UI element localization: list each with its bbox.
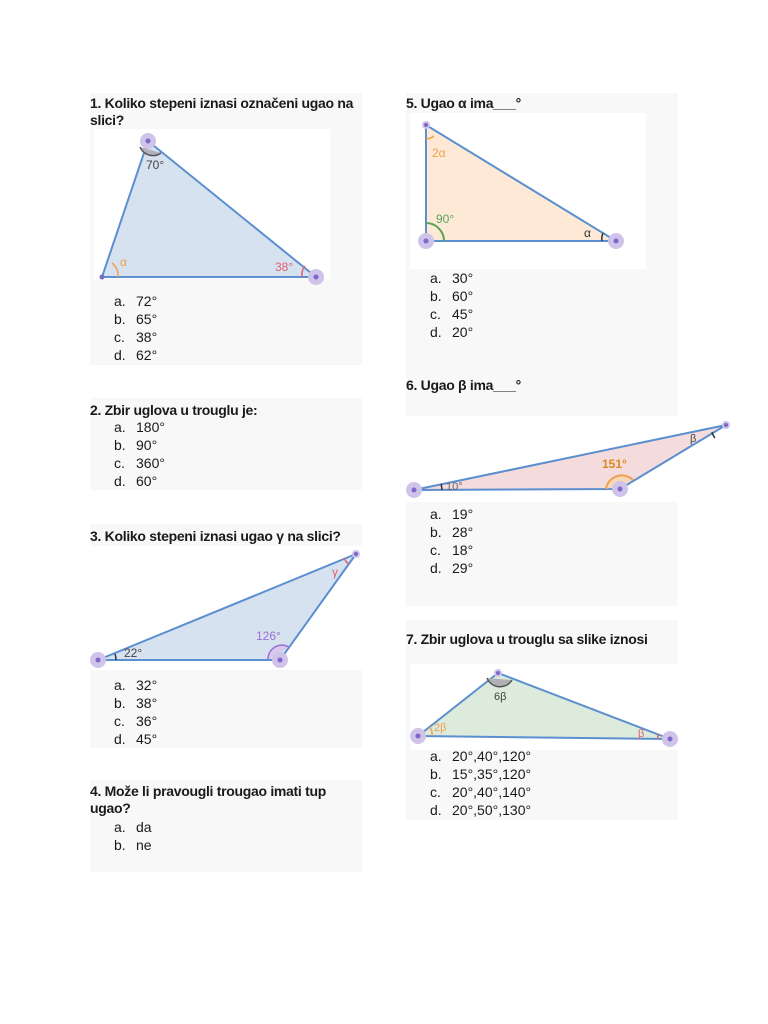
option-text: 15°,35°,120° xyxy=(452,766,532,782)
option-text: 20°,40°,120° xyxy=(452,748,532,764)
option-b[interactable] xyxy=(114,694,157,712)
option-a[interactable] xyxy=(430,747,531,765)
q6-label-right: β xyxy=(690,433,697,445)
option-text: 20°,40°,140° xyxy=(452,784,532,800)
question-3-figure xyxy=(90,546,362,676)
question-7 xyxy=(406,620,678,820)
q7-label-top: 6β xyxy=(494,691,507,703)
option-c[interactable] xyxy=(430,541,473,559)
question-7-figure xyxy=(410,664,682,750)
option-text: 38° xyxy=(136,695,158,711)
question-4-title: 4. Može li pravougli trougao imati tup ugao? xyxy=(90,783,326,816)
option-text: 90° xyxy=(136,437,158,453)
question-2-title: 2. Zbir uglova u trouglu je: xyxy=(90,402,258,418)
option-letter: a. xyxy=(430,506,442,522)
question-5-options xyxy=(430,269,473,341)
option-text: 60° xyxy=(452,288,474,304)
option-letter: d. xyxy=(114,473,126,489)
q1-label-right: 38° xyxy=(275,260,294,274)
option-a[interactable] xyxy=(114,418,165,436)
option-letter: d. xyxy=(430,802,442,818)
option-letter: c. xyxy=(114,329,125,345)
option-text: 29° xyxy=(452,560,474,576)
option-letter: a. xyxy=(114,419,126,435)
question-4-options xyxy=(114,818,152,854)
q3-label-top: γ xyxy=(332,565,338,579)
question-5 xyxy=(406,93,678,413)
option-letter: b. xyxy=(114,695,126,711)
question-5-figure xyxy=(410,113,650,273)
option-letter: c. xyxy=(114,455,125,471)
question-4 xyxy=(90,780,362,872)
question-3-title: 3. Koliko stepeni iznasi ugao γ na slici? xyxy=(90,528,341,544)
question-6-figure xyxy=(406,412,736,504)
option-d[interactable] xyxy=(114,346,157,364)
option-letter: d. xyxy=(114,347,126,363)
option-letter: b. xyxy=(114,437,126,453)
option-a[interactable] xyxy=(114,818,152,836)
option-text: 20° xyxy=(452,324,474,340)
option-c[interactable] xyxy=(430,305,473,323)
option-text: 18° xyxy=(452,542,474,558)
question-3-options xyxy=(114,676,157,748)
option-text: 180° xyxy=(136,419,165,435)
option-text: 360° xyxy=(136,455,165,471)
option-a[interactable] xyxy=(430,269,473,287)
question-5-title: 5. Ugao α ima___° xyxy=(406,95,521,111)
option-c[interactable] xyxy=(114,328,157,346)
option-a[interactable] xyxy=(430,505,473,523)
q5-label-right: α xyxy=(584,226,591,240)
option-c[interactable] xyxy=(114,454,165,472)
option-letter: a. xyxy=(430,748,442,764)
option-b[interactable] xyxy=(114,836,152,854)
question-1-options xyxy=(114,292,157,364)
question-6 xyxy=(406,368,697,606)
option-text: 20°,50°,130° xyxy=(452,802,532,818)
q3-label-left: 22° xyxy=(124,646,143,660)
option-letter: d. xyxy=(430,324,442,340)
option-text: 60° xyxy=(136,473,158,489)
q1-label-left: α xyxy=(120,255,127,269)
option-text: 28° xyxy=(452,524,474,540)
option-c[interactable] xyxy=(114,712,157,730)
question-2 xyxy=(90,398,362,490)
option-text: 30° xyxy=(452,270,474,286)
option-letter: c. xyxy=(430,542,441,558)
option-letter: a. xyxy=(114,677,126,693)
question-7-options xyxy=(430,747,531,819)
option-letter: c. xyxy=(430,306,441,322)
option-letter: a. xyxy=(430,270,442,286)
option-b[interactable] xyxy=(430,523,473,541)
question-1-title: 1. Koliko stepeni iznasi označeni ugao na slici? xyxy=(90,95,354,128)
option-letter: c. xyxy=(430,784,441,800)
option-letter: b. xyxy=(114,311,126,327)
option-b[interactable] xyxy=(430,287,473,305)
question-1-figure xyxy=(94,129,334,289)
option-text: da xyxy=(136,819,152,835)
q5-label-top: 2α xyxy=(432,146,446,160)
q6-label-left: 10° xyxy=(446,481,463,493)
option-a[interactable] xyxy=(114,676,157,694)
option-b[interactable] xyxy=(114,436,165,454)
option-letter: a. xyxy=(114,819,126,835)
option-b[interactable] xyxy=(114,310,157,328)
option-text: 45° xyxy=(452,306,474,322)
option-c[interactable] xyxy=(430,783,531,801)
q7-label-right: β xyxy=(638,728,645,740)
q3-label-right: 126° xyxy=(256,629,281,643)
question-3 xyxy=(90,524,362,748)
option-text: 38° xyxy=(136,329,158,345)
option-letter: c. xyxy=(114,713,125,729)
option-letter: b. xyxy=(430,524,442,540)
option-text: 32° xyxy=(136,677,158,693)
option-d[interactable] xyxy=(430,801,531,819)
option-text: 65° xyxy=(136,311,158,327)
option-a[interactable] xyxy=(114,292,157,310)
option-letter: b. xyxy=(114,837,126,853)
question-6-title: 6. Ugao β ima___° xyxy=(406,377,521,393)
q6-label-middle: 151° xyxy=(602,457,627,471)
option-text: 45° xyxy=(136,731,158,747)
question-7-title: 7. Zbir uglova u trouglu sa slike iznosi xyxy=(406,631,648,647)
option-d[interactable] xyxy=(114,730,157,748)
q5-label-bottom-left: 90° xyxy=(436,212,455,226)
option-text: 36° xyxy=(136,713,158,729)
option-d[interactable] xyxy=(114,472,165,490)
option-text: ne xyxy=(136,837,152,853)
q7-label-left: 2β xyxy=(434,722,447,734)
option-d[interactable] xyxy=(430,323,473,341)
option-letter: d. xyxy=(114,731,126,747)
question-6-options xyxy=(430,505,473,577)
option-b[interactable] xyxy=(430,765,531,783)
option-text: 19° xyxy=(452,506,474,522)
q1-label-top: 70° xyxy=(146,158,165,172)
option-text: 72° xyxy=(136,293,158,309)
option-letter: a. xyxy=(114,293,126,309)
question-2-options xyxy=(114,418,165,490)
option-letter: b. xyxy=(430,288,442,304)
option-letter: b. xyxy=(430,766,442,782)
option-letter: d. xyxy=(430,560,442,576)
option-d[interactable] xyxy=(430,559,473,577)
option-text: 62° xyxy=(136,347,158,363)
question-1 xyxy=(90,93,362,365)
